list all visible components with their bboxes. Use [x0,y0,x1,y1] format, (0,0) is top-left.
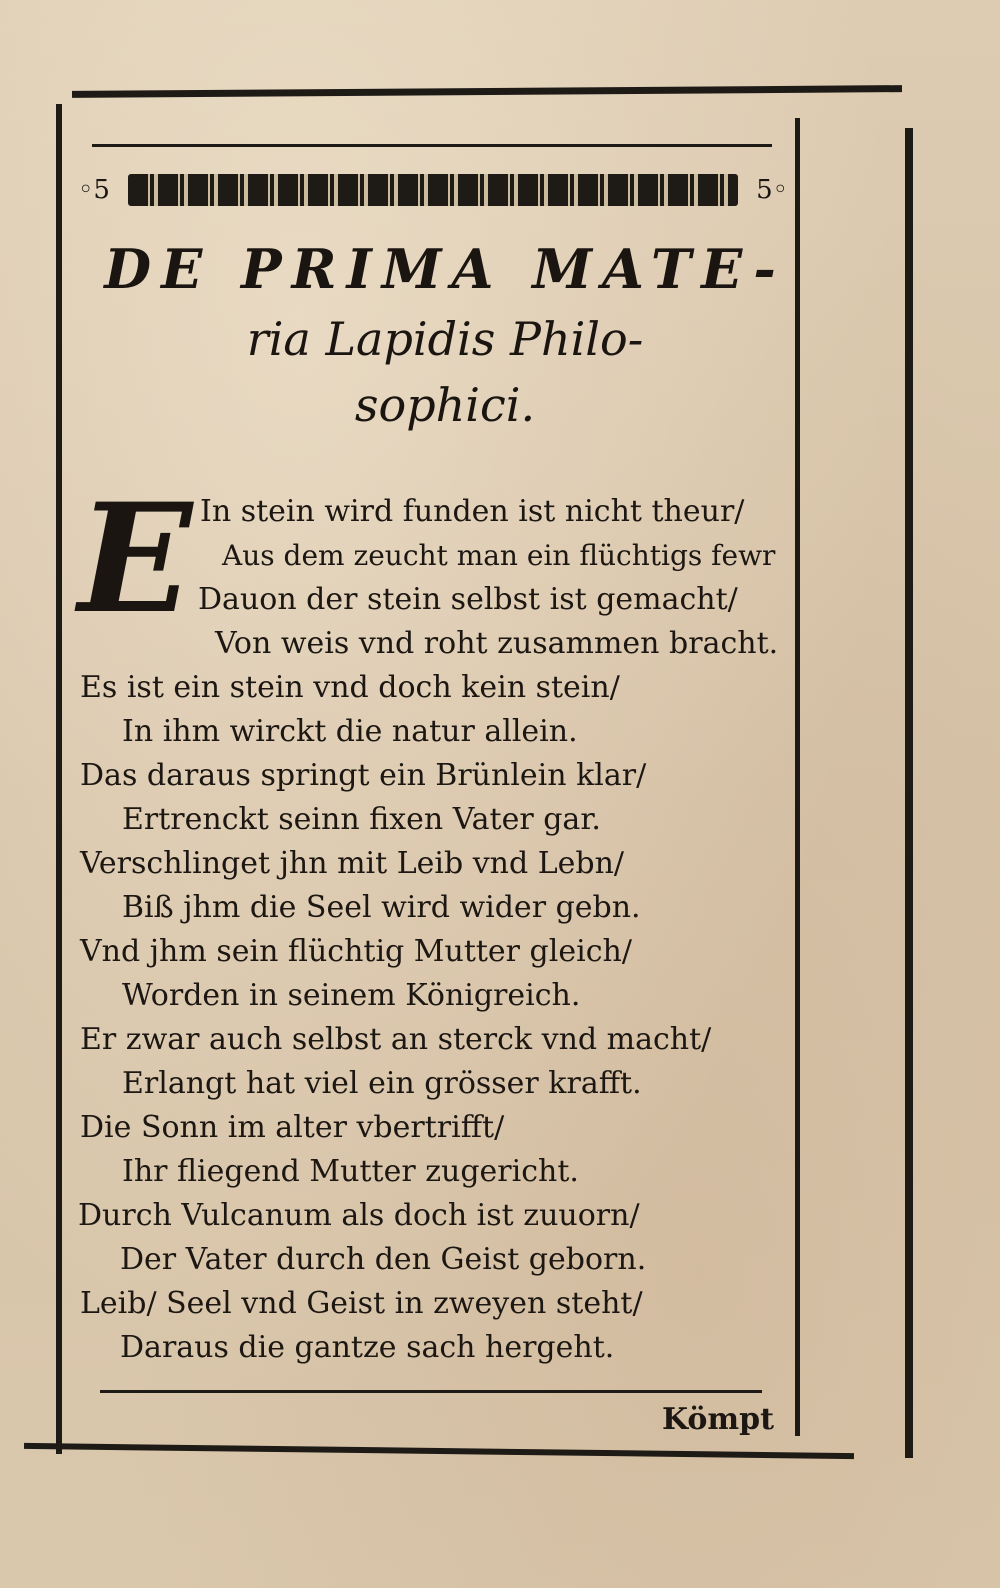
verse-line: Verschlinget jhn mit Leib vnd Lebn/ [80,846,625,881]
verse-line: Vnd jhm sein flüchtig Mutter gleich/ [80,934,632,969]
verse-line: Dauon der stein selbst ist gemacht/ [198,582,738,617]
verse-line: Erlangt hat viel ein grösser krafft. [122,1066,642,1101]
drop-cap-initial: E [78,471,193,647]
frame-top-rule [72,85,902,98]
ornament-left-mark: ◦5 [78,175,110,205]
verse-line: Worden in seinem Königreich. [122,978,581,1013]
verse-line: Die Sonn im alter vbertrifft/ [80,1110,505,1145]
frame-left-rule [56,104,62,1454]
verse-line: Er zwar auch selbst an sterck vnd macht/ [80,1022,712,1057]
ornament-right-mark: 5◦ [756,175,788,205]
verse-line: Biß jhm die Seel wird wider gebn. [122,890,641,925]
verse-line: Daraus die gantze sach hergeht. [120,1330,615,1365]
catchword: Kömpt [662,1402,775,1437]
verse-line: In ihm wirckt die natur allein. [122,714,578,749]
title-line-1: DE PRIMA MATE- [104,237,786,301]
frame-right-rule-outer [905,128,913,1458]
verse-line: In stein wird funden ist nicht theur/ [200,494,745,529]
title-line-3: sophici. [354,378,536,432]
verse-line: Leib/ Seel vnd Geist in zweyen steht/ [80,1286,643,1321]
ornament-band [128,174,738,206]
verse-line: Ertrenckt seinn fixen Vater gar. [122,802,601,837]
verse-line: Ihr fliegend Mutter zugericht. [122,1154,579,1189]
header-rule [92,144,772,147]
verse-line: Aus dem zeucht man ein flüchtigs fewr [222,539,776,572]
footer-rule [100,1390,762,1393]
verse-line: Von weis vnd roht zusammen bracht. [215,626,779,661]
verse-line: Der Vater durch den Geist geborn. [120,1242,647,1277]
verse-line: Durch Vulcanum als doch ist zuuorn/ [78,1198,640,1233]
header-ornament [78,168,788,212]
frame-bottom-rule [24,1443,854,1459]
title-line-2: ria Lapidis Philo- [246,312,644,366]
verse-line: Das daraus springt ein Brünlein klar/ [80,758,647,793]
page-title [80,232,810,438]
verse-line: Es ist ein stein vnd doch kein stein/ [80,670,620,705]
